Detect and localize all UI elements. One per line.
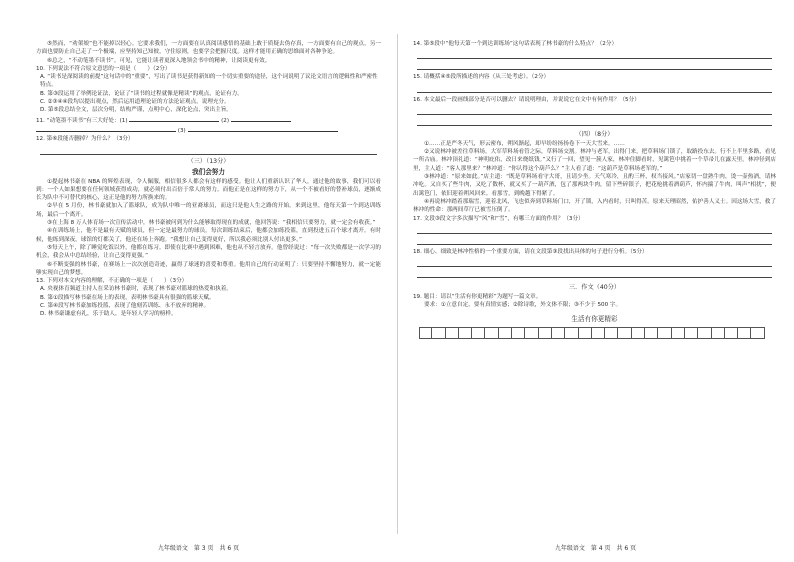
grid-cell[interactable] [645, 327, 658, 339]
grid-cell[interactable] [512, 327, 525, 339]
answer-line[interactable] [417, 104, 772, 115]
section-heading: （三）（13分） [187, 157, 230, 165]
article-title: 我们会努力 [192, 167, 225, 176]
grid-cell[interactable] [605, 327, 618, 339]
answer-blank[interactable] [36, 125, 176, 132]
answer-line[interactable] [417, 223, 772, 234]
option: D. 林书豪谦虚有礼，乐于助人，是年轻人学习的榜样。 [40, 311, 177, 318]
paragraph: ②早在 5 月份，林书豪就加入了篮球队，成为队中唯一的亚裔球员，而这只是他人生之路的开始。来到这里，他每天第一个到达训练场，最后一个离开。 [36, 203, 381, 218]
grid-cell[interactable] [632, 327, 645, 339]
question-15: 15. 请概括④⑤段所描述的内容（从三处考虑）。（2分） [413, 74, 550, 81]
paragraph: ③林冲道：“原来如此。”店主道：“既是草料场看守大哥，且请少坐。天气寒冷，且酌三杯，权当接风。”店家切一盘熟牛肉，烫一壶热酒，请林冲吃。又自买了些牛肉，又吃了数杯，就又买了一葫芦酒，包了那两块牛肉，留下些碎银子，把花枪挑着酒葫芦，怀内揣了牛肉，叫声“相扰”，便出篱笆门，依旧迎着朔风回来。看那雪，到晚越下得紧了。 [413, 174, 776, 197]
grid-cell[interactable] [738, 327, 751, 339]
option: C. ②③④④段均以提出观点，然后运用道理论证的方法论证观点，说理充分。 [40, 99, 230, 106]
grid-cell[interactable] [579, 327, 592, 339]
paragraph: ⑤每天上午，除了睡觉吃饭以外，他都在练习。即使在比赛中遇到困难，他也从不轻言放弃。他曾经说过：“每一次失败都是一次学习的机会，我会从中总结经验，让自己变得更强。” [36, 244, 381, 260]
page-footer: 九年级语文 第 3 页 共 6 页 [157, 545, 240, 552]
section-heading: 三．作文（40分） [568, 284, 621, 292]
grid-cell[interactable] [419, 327, 432, 339]
paragraph: ⑥总之，“不动笔墨不读书”。可见，它能让读者更深入地领会书中的精神，让阅读更有效。 [47, 57, 271, 64]
answer-line[interactable] [40, 144, 377, 155]
paragraph: ①……正是严冬天气，形云密布，朔风渐起，却早纷纷扬扬卷下一天大雪来。…… [424, 140, 625, 147]
option: A. “读书是深阅读的前提”这句话中的“重要”，写出了读书是获得新知的一个切实重要的途径，这个词说明了议论文语言的逻辑性和严密性特点。 [40, 74, 378, 89]
option: A. 央视体育频道主持人在采访林书豪时，表现了林书豪对篮球的热爱和执着。 [40, 286, 232, 293]
grid-cell[interactable] [725, 327, 738, 339]
paragraph: ③在上海 8 万人体育场一次宣传活动中，林书豪被问到为什么能够取得现在的成就，他回答说：“我相信只要努力，就一定会有收获。” [47, 220, 376, 227]
answer-line[interactable] [417, 256, 772, 267]
question-16: 16. 本文最后一段画线部分是否可以删去？请说明理由，并说说它在文中有何作用？（5分） [413, 96, 640, 103]
paragraph: ④再说林冲踏着那瑞雪，迎着北风，飞也似奔到草料场门口，开了锁，入内看时，只叫得苦。原来天理昭然，佑护善人义士。因这场大雪，救了林冲的性命：那两间草厅已被雪压倒了。 [413, 198, 776, 214]
option: C. 第④段写林书豪加练投篮，表现了他刻苦训练、永不放弃的精神。 [40, 303, 210, 310]
answer-line[interactable] [417, 59, 772, 70]
grid-cell[interactable] [446, 327, 459, 339]
question-18: 18. 细心、细致是林冲性格的一个重要方面，请在文段第③段找出具体的句子进行分析。（5分） [413, 248, 648, 255]
answer-line[interactable] [417, 267, 772, 278]
essay-title: 生活有你更精彩 [571, 314, 618, 323]
essay-grid[interactable] [419, 327, 770, 339]
question-11 [36, 115, 381, 125]
grid-cell[interactable] [712, 327, 725, 339]
question-14: 14. 第⑤段中“他每天第一个到达训练场”这句话表现了林书豪的什么特点？（2分） [413, 41, 618, 47]
grid-cell[interactable] [592, 327, 605, 339]
essay-requirements: 要求：①立意自定，要有真情实感；②除诗歌，外文体不限；③不少于 500 字。 [424, 302, 622, 309]
paragraph: ②又说林冲被差往草料场。大军草料场看管之际，草料场交割。林冲与老军，出得门来，把草料场门锁了，取路投东去。行不上半里多路，看见一所古庙。林冲顶礼道：“神明庇佑，改日来烧纸钱。”又行了一回，望见一簇人家，林冲住脚看时，见篱笆中挑着一个草帚儿在露天里。林冲径到店里，主人道：“客人那里来？”林冲道：“你认得这个葫芦么？”主人看了道：“这葫芦是草料场老军的。” [413, 149, 776, 172]
answer-blank[interactable] [188, 125, 338, 132]
option: B. 第①段描写林书豪在场上的表现，表明林书豪具有很强的篮球天赋。 [40, 294, 215, 301]
grid-cell[interactable] [432, 327, 445, 339]
question-11-line-2 [36, 125, 381, 135]
answer-line[interactable] [417, 82, 772, 93]
grid-cell[interactable] [685, 327, 698, 339]
option: D. 第⑤段总结全文，层次分明，结构严谨，点明中心，深化论点，突出主旨。 [40, 107, 232, 114]
question-11-part-2: (2) [221, 117, 230, 124]
grid-cell[interactable] [499, 327, 512, 339]
option: B. 第③段运用了举例论证法，论证了“读书的过程就像是精读”的观点，论证有力。 [40, 90, 243, 97]
question-17: 17. 文段③段文字多次描写“风”和“雪”，有哪三方面的作用？（3分） [413, 215, 584, 222]
paragraph: ⑤然而，“劝架娘”也不能掉以轻心。它要求我们，一方面要在认真阅读感悟的基础上敢于质疑去伪存真，一方面要有自己的观点，另一方面也要防止自己走了一个极端，应坚持知己知彼，守住原则，也要学会把握尺度。这样才能用正确的思维面对各种争论。 [36, 41, 381, 56]
grid-cell[interactable] [525, 327, 538, 339]
right-page [397, 0, 794, 562]
answer-line[interactable] [417, 48, 772, 59]
paragraph: ④在训练场上，他不是最有天赋的球员，但一定是最努力的球员。每次训练结束后，他都会加练投篮，直到投进五百个球才离开。有时候，他练到深夜，球馆的灯都关了，他还在场上奔跑。“我想让自己变得更好，所以我必须比别人付出更多。” [36, 228, 381, 243]
answer-blank[interactable] [129, 115, 219, 122]
grid-cell[interactable] [751, 327, 764, 339]
grid-cell[interactable] [459, 327, 472, 339]
paragraph: ①提起林书豪在 NBA 的辉煌表现，令人佩服，相信很多人都会有这样的感受。他让人们重新认识了华人，通过他的故事，我们可以看到：一个人如果想要在任何领域获得成功，就必须付出百倍于常人的努力。而他正是在这样的努力下，从一个不被看好的替补球员，逐渐成长为队中不可替代的核心，这正是他的努力所换来的。 [36, 178, 381, 202]
answer-blank[interactable] [231, 115, 291, 122]
answer-line[interactable] [417, 115, 772, 126]
grid-cell[interactable] [565, 327, 578, 339]
answer-line[interactable] [417, 234, 772, 245]
question-12: 12. 第⑥段能否删掉？为什么？（3分） [36, 136, 134, 143]
question-13: 13. 下列对本文内容的理解，不正确的一项是（ ）（3分） [36, 278, 188, 285]
grid-cell[interactable] [672, 327, 685, 339]
question-11-part-3: (3) [177, 127, 186, 134]
grid-cell[interactable] [485, 327, 498, 339]
grid-cell[interactable] [552, 327, 565, 339]
grid-cell[interactable] [658, 327, 671, 339]
grid-cell[interactable] [539, 327, 552, 339]
grid-cell[interactable] [472, 327, 485, 339]
question-11-text: 11. “动笔墨不读书”有三大好处：(1) [36, 117, 128, 124]
paragraph: ⑥不断变强的林书豪，在赛场上一次次创造奇迹，赢得了球迷的喜爱和尊重。他用自己的行动证明了：只要坚持不懈地努力，就一定能够实现自己的梦想。 [36, 261, 381, 276]
page-footer: 九年级语文 第 4 页 共 6 页 [554, 545, 637, 552]
grid-cell[interactable] [698, 327, 711, 339]
question-10: 10. 下列说法不符合原文意思的一项是（ ）（2分） [36, 65, 171, 72]
question-19: 19. 题目：请以“生活有你更精彩”为题写一篇文章。 [413, 294, 542, 301]
grid-cell[interactable] [618, 327, 631, 339]
section-heading: （四）（8分） [575, 130, 614, 138]
